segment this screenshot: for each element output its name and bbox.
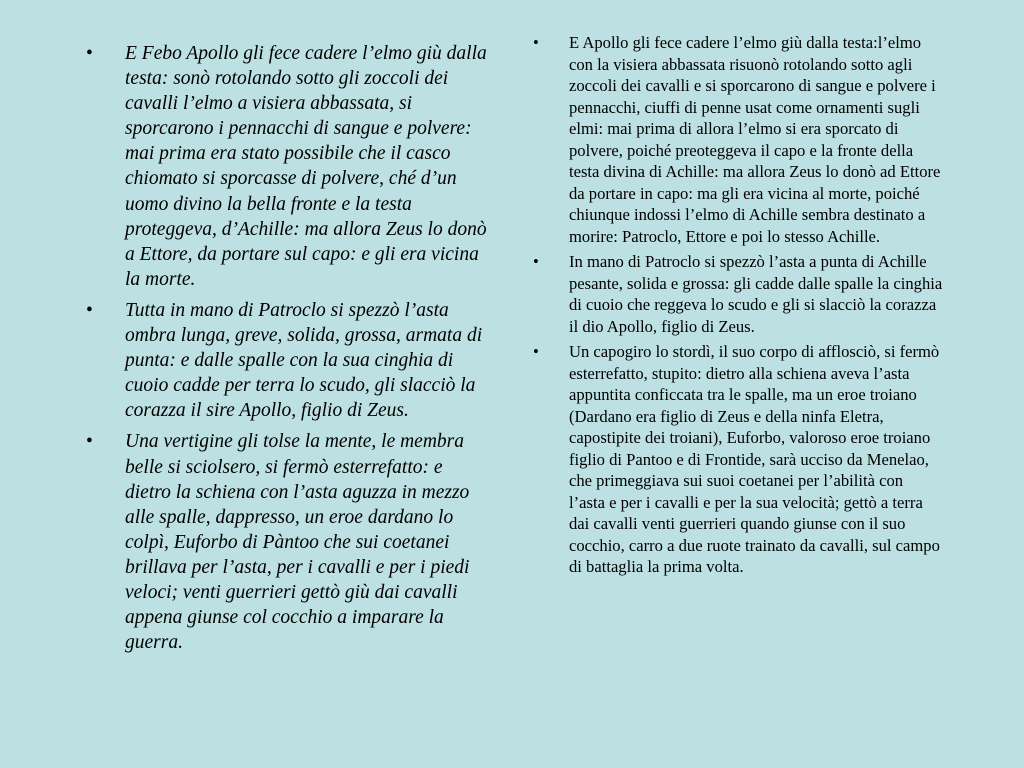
right-column-paraphrase: [533, 32, 943, 582]
right-list-item: • In mano di Patroclo si spezzò l’asta a punta di Achille pesante, solida e grossa: gli cadde dalle spalle la cinghia di cuoio che reggeva lo scudo e gli si slacciò la corazza il dio Apollo, figlio di Zeus.: [533, 251, 943, 337]
right-list-item: • E Apollo gli fece cadere l’elmo giù dalla testa:l’elmo con la visiera abbassata risuonò rotolando sotto agli zoccoli dei cavalli e si sporcarono di sangue e polvere i pennacchi, ciuffi di penne usat come ornamenti sugli elmi: mai prima di allora l’elmo si era sporcato di polvere, poiché preoteggeva il capo e la fronte della testa divina di Achille: ma allora Zeus lo donò ad Ettore da portare in capo: ma gli era vicina al morte, poiché chiunque indossi l’elmo di Achille sembra destinato a morire: Patroclo, Ettore e poi lo stesso Achille.: [533, 32, 943, 247]
left-list-item: • Una vertigine gli tolse la mente, le membra belle si sciolsero, si fermò esterrefatto: e dietro la schiena con l’asta aguzza in mezzo alle spalle, dappresso, un eroe dardano lo colpì, Euforbo di Pàntoo che sui coetanei brillava per l’asta, per i cavalli e per i piedi veloci; venti guerrieri gettò giù dai cavalli appena giunse col cocchio a imparare la guerra.: [88, 429, 488, 655]
left-list-item: • E Febo Apollo gli fece cadere l’elmo giù dalla testa: sonò rotolando sotto gli zoccoli dei cavalli l’elmo a visiera abbassata, si sporcarono i pennacchi di sangue e polvere: mai prima era stato possibile che il casco chiomato si sporcasse di polvere, ché d’un uomo divino la bella fronte e la testa proteggeva, d’Achille: ma allora Zeus lo donò a Ettore, da portare sul capo: e gli era vicina la morte.: [88, 41, 488, 292]
right-bullet-list: [533, 32, 943, 578]
right-list-item: • Un capogiro lo stordì, il suo corpo di afflosciò, si fermò esterrefatto, stupito: dietro alla schiena aveva l’asta appuntita conficcata tra le spalle, ma un eroe troiano (Dardano era figlio di Zeus e della ninfa Eletra, capostipite dei troiani), Euforbo, valoroso eroe troiano figlio di Pantoo e di Frontide, sarà ucciso da Menelao, che primeggiava sui suoi coetanei per l’abilità con l’asta e per i cavalli e per la sua velocità; gettò a terra dai cavalli venti guerrieri quando giunse con il suo cocchio, carro a due ruote trainato da cavalli, sul campo di battaglia la prima volta.: [533, 341, 943, 578]
left-bullet-list: [88, 41, 488, 655]
left-list-item: • Tutta in mano di Patroclo si spezzò l’asta ombra lunga, greve, solida, grossa, armata di punta: e dalle spalle con la sua cinghia di cuoio cadde per terra lo scudo, gli slacciò la corazza il sire Apollo, figlio di Zeus.: [88, 298, 488, 423]
left-column-original-text: [88, 41, 488, 661]
